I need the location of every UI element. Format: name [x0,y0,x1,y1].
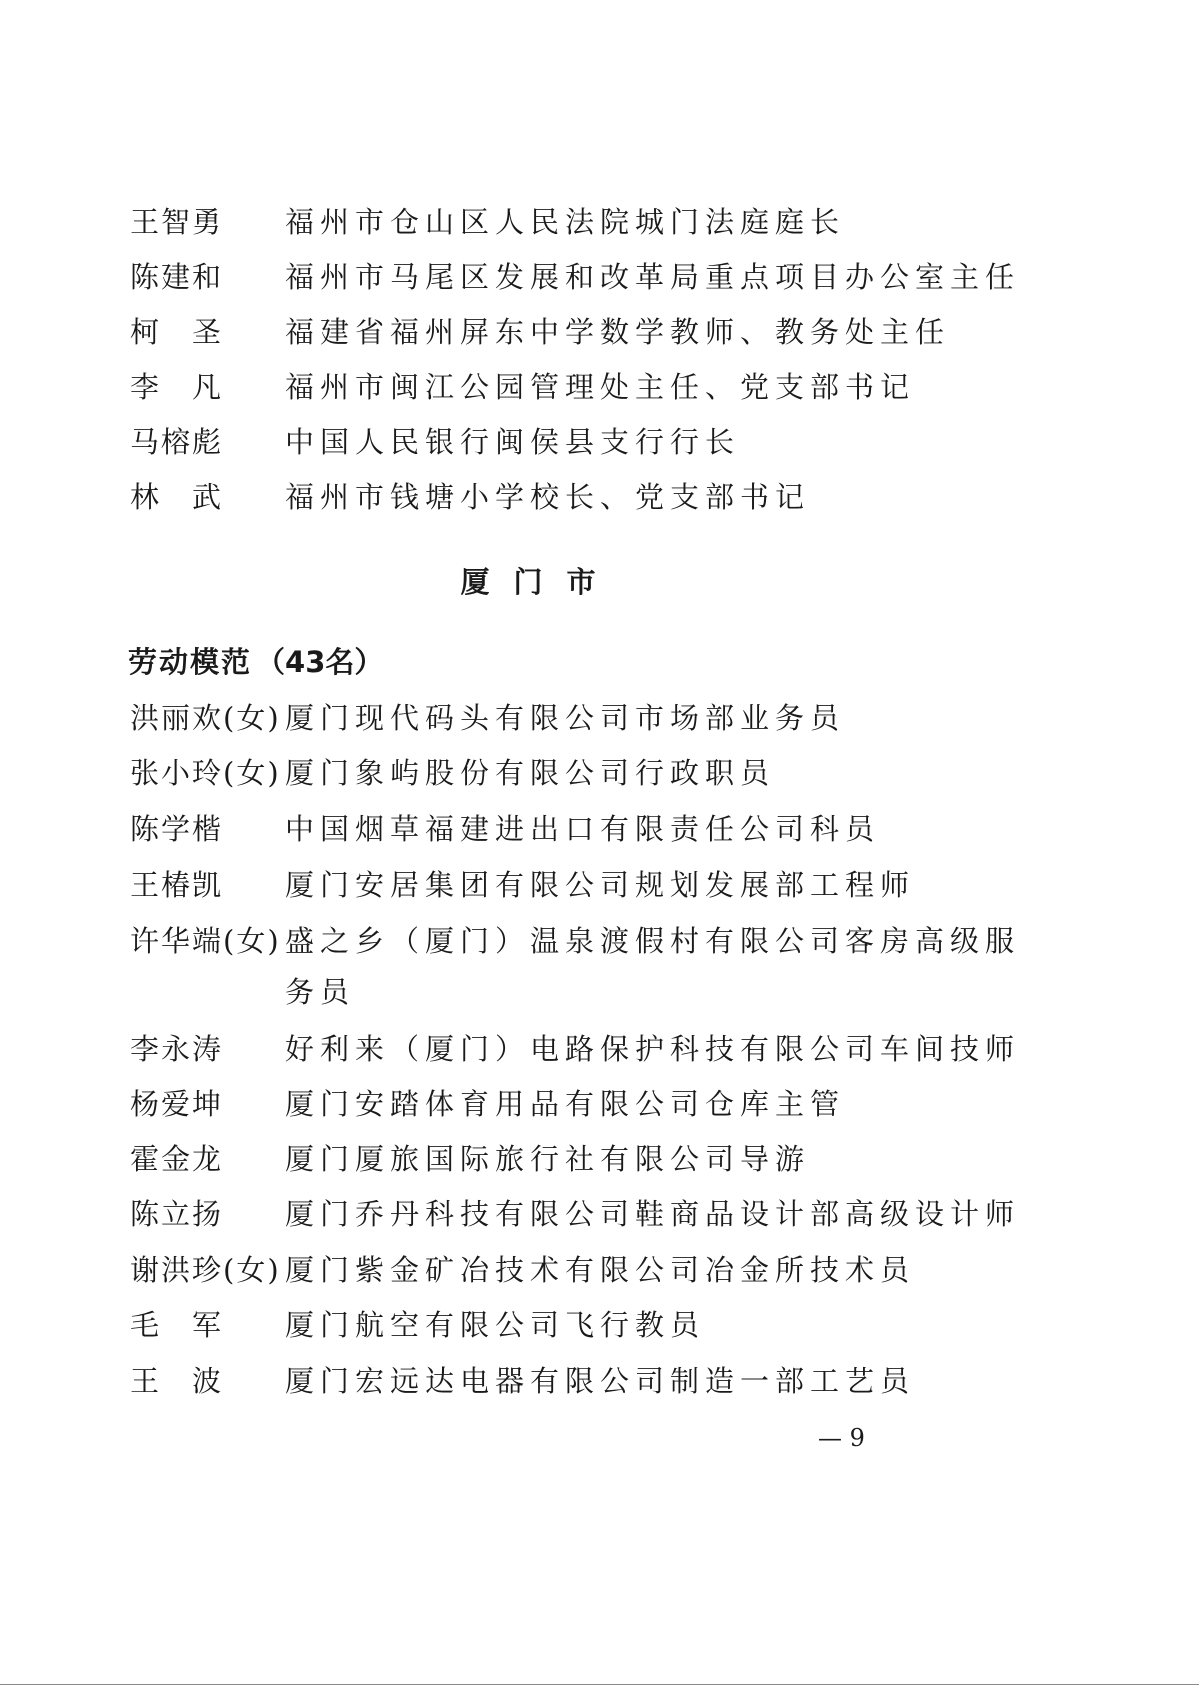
person-name: 李 凡 [130,370,224,404]
subsection-count: （43名） [256,645,384,679]
person-name: 柯 圣 [130,315,224,349]
person-name: 林 武 [130,480,224,514]
person-name: 洪丽欢(女) [130,701,281,735]
person-title-continuation: 务员 [285,975,356,1009]
scan-edge-divider [0,1684,1199,1685]
list-item [130,1245,1080,1295]
person-title: 好利来（厦门）电路保护科技有限公司车间技师 [285,1032,1021,1066]
person-name: 陈建和 [130,260,224,294]
list-item [130,307,1080,357]
person-name: 王智勇 [130,205,224,239]
person-title: 福州市闽江公园管理处主任、党支部书记 [285,370,916,404]
list-item [130,1134,1080,1184]
list-item [130,362,1080,412]
person-title: 中国烟草福建进出口有限责任公司科员 [285,812,881,846]
person-title: 厦门安居集团有限公司规划发展部工程师 [285,868,916,902]
person-title: 厦门象屿股份有限公司行政职员 [285,756,776,790]
person-name: 张小玲(女) [130,756,281,790]
person-title: 福州市仓山区人民法院城门法庭庭长 [285,205,846,239]
list-item [130,417,1080,467]
person-title: 厦门现代码头有限公司市场部业务员 [285,701,846,735]
list-item [130,860,1080,910]
list-item [130,1189,1080,1239]
person-title: 福州市马尾区发展和改革局重点项目办公室主任 [285,260,1021,294]
list-item [130,804,1080,854]
list-item [130,1300,1080,1350]
list-item [130,693,1080,743]
list-item [130,748,1080,798]
person-title: 盛之乡（厦门）温泉渡假村有限公司客房高级服 [285,924,1021,958]
person-title: 厦门安踏体育用品有限公司仓库主管 [285,1087,846,1121]
list-item [130,916,1080,966]
page-number: — 9 [818,1424,865,1452]
person-title: 厦门乔丹科技有限公司鞋商品设计部高级设计师 [285,1197,1021,1231]
person-title: 中国人民银行闽侯县支行行长 [285,425,741,459]
list-item [130,252,1080,302]
person-name: 杨爱坤 [130,1087,224,1121]
person-title: 厦门厦旅国际旅行社有限公司导游 [285,1142,811,1176]
list-item [130,472,1080,522]
person-name: 谢洪珍(女) [130,1253,281,1287]
person-name: 李永涛 [130,1032,224,1066]
person-name: 许华端(女) [130,924,281,958]
person-title: 厦门宏远达电器有限公司制造一部工艺员 [285,1364,916,1398]
list-item [130,1024,1080,1074]
person-name: 王 波 [130,1364,224,1398]
person-title: 厦门航空有限公司飞行教员 [285,1308,706,1342]
subsection-label: 劳动模范 [128,645,253,679]
person-name: 陈学楷 [130,812,224,846]
subsection-heading [128,640,383,684]
person-name: 霍金龙 [130,1142,224,1176]
person-title: 福州市钱塘小学校长、党支部书记 [285,480,811,514]
person-name: 马榕彪 [130,425,224,459]
person-name: 毛 军 [130,1308,224,1342]
person-title: 福建省福州屏东中学数学教师、教务处主任 [285,315,951,349]
person-name: 陈立扬 [130,1197,224,1231]
section-title: 厦门市 [460,565,620,599]
list-item [130,197,1080,247]
person-title: 厦门紫金矿冶技术有限公司冶金所技术员 [285,1253,916,1287]
list-item [130,1356,1080,1406]
person-name: 王椿凯 [130,868,224,902]
list-item [130,1079,1080,1129]
